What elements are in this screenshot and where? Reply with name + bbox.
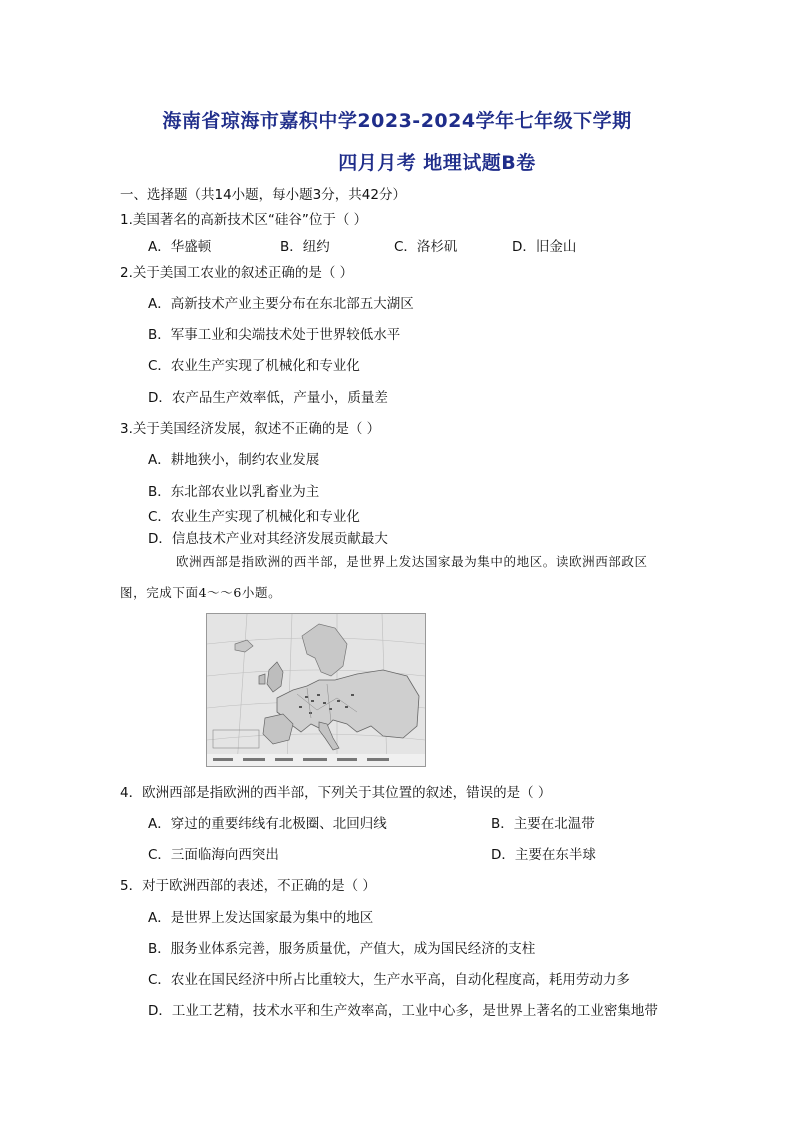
question-4-stem: 4．欧洲西部是指欧洲的西半部，下列关于其位置的叙述，错误的是（ ） (120, 785, 552, 801)
question-2-option-d: D．农产品生产效率低，产量小，质量差 (148, 390, 388, 406)
question-5-stem: 5．对于欧洲西部的表述，不正确的是（ ） (120, 878, 376, 894)
question-4-option-d: D．主要在东半球 (491, 847, 596, 863)
passage-line-1: 欧洲西部是指欧洲的西半部，是世界上发达国家最为集中的地区。读欧洲西部政区 (176, 554, 648, 569)
passage-line-2: 图，完成下面4～～6小题。 (120, 585, 282, 600)
question-1-option-c: C．洛杉矶 (394, 239, 458, 255)
question-5-option-d: D．工业工艺精，技术水平和生产效率高，工业中心多，是世界上著名的工业密集地带 (148, 1003, 658, 1019)
question-5-option-c: C．农业在国民经济中所占比重较大，生产水平高，自动化程度高，耗用劳动力多 (148, 972, 630, 988)
title-line-2: 四月月考 地理试题B卷 (338, 152, 536, 174)
question-2-option-a: A．高新技术产业主要分布在东北部五大湖区 (148, 296, 414, 312)
question-2-option-c: C．农业生产实现了机械化和专业化 (148, 358, 360, 374)
question-2-stem: 2.关于美国工农业的叙述正确的是（ ） (120, 265, 354, 281)
section-heading: 一、选择题（共14小题，每小题3分，共42分） (120, 187, 406, 203)
question-5-option-a: A．是世界上发达国家最为集中的地区 (148, 910, 374, 926)
question-3-option-d: D．信息技术产业对其经济发展贡献最大 (148, 531, 388, 547)
question-1-stem: 1.美国著名的高新技术区“硅谷”位于（ ） (120, 212, 368, 228)
question-5-option-b: B．服务业体系完善，服务质量优，产值大，成为国民经济的支柱 (148, 941, 536, 957)
europe-west-political-map (206, 613, 426, 767)
question-4-option-a: A．穿过的重要纬线有北极圈、北回归线 (148, 816, 387, 832)
question-3-option-c: C．农业生产实现了机械化和专业化 (148, 509, 360, 525)
question-3-option-b: B．东北部农业以乳畜业为主 (148, 484, 320, 500)
question-1-option-a: A．华盛顿 (148, 239, 212, 255)
question-3-stem: 3.关于美国经济发展，叙述不正确的是（ ） (120, 421, 381, 437)
question-4-option-b: B．主要在北温带 (491, 816, 595, 832)
question-1-option-d: D．旧金山 (512, 239, 577, 255)
question-4-option-c: C．三面临海向西突出 (148, 847, 279, 863)
title-line-1: 海南省琼海市嘉积中学2023-2024学年七年级下学期 (162, 110, 632, 132)
question-1-option-b: B．纽约 (280, 239, 330, 255)
question-3-option-a: A．耕地狭小，制约农业发展 (148, 452, 320, 468)
question-2-option-b: B．军事工业和尖端技术处于世界较低水平 (148, 327, 401, 343)
